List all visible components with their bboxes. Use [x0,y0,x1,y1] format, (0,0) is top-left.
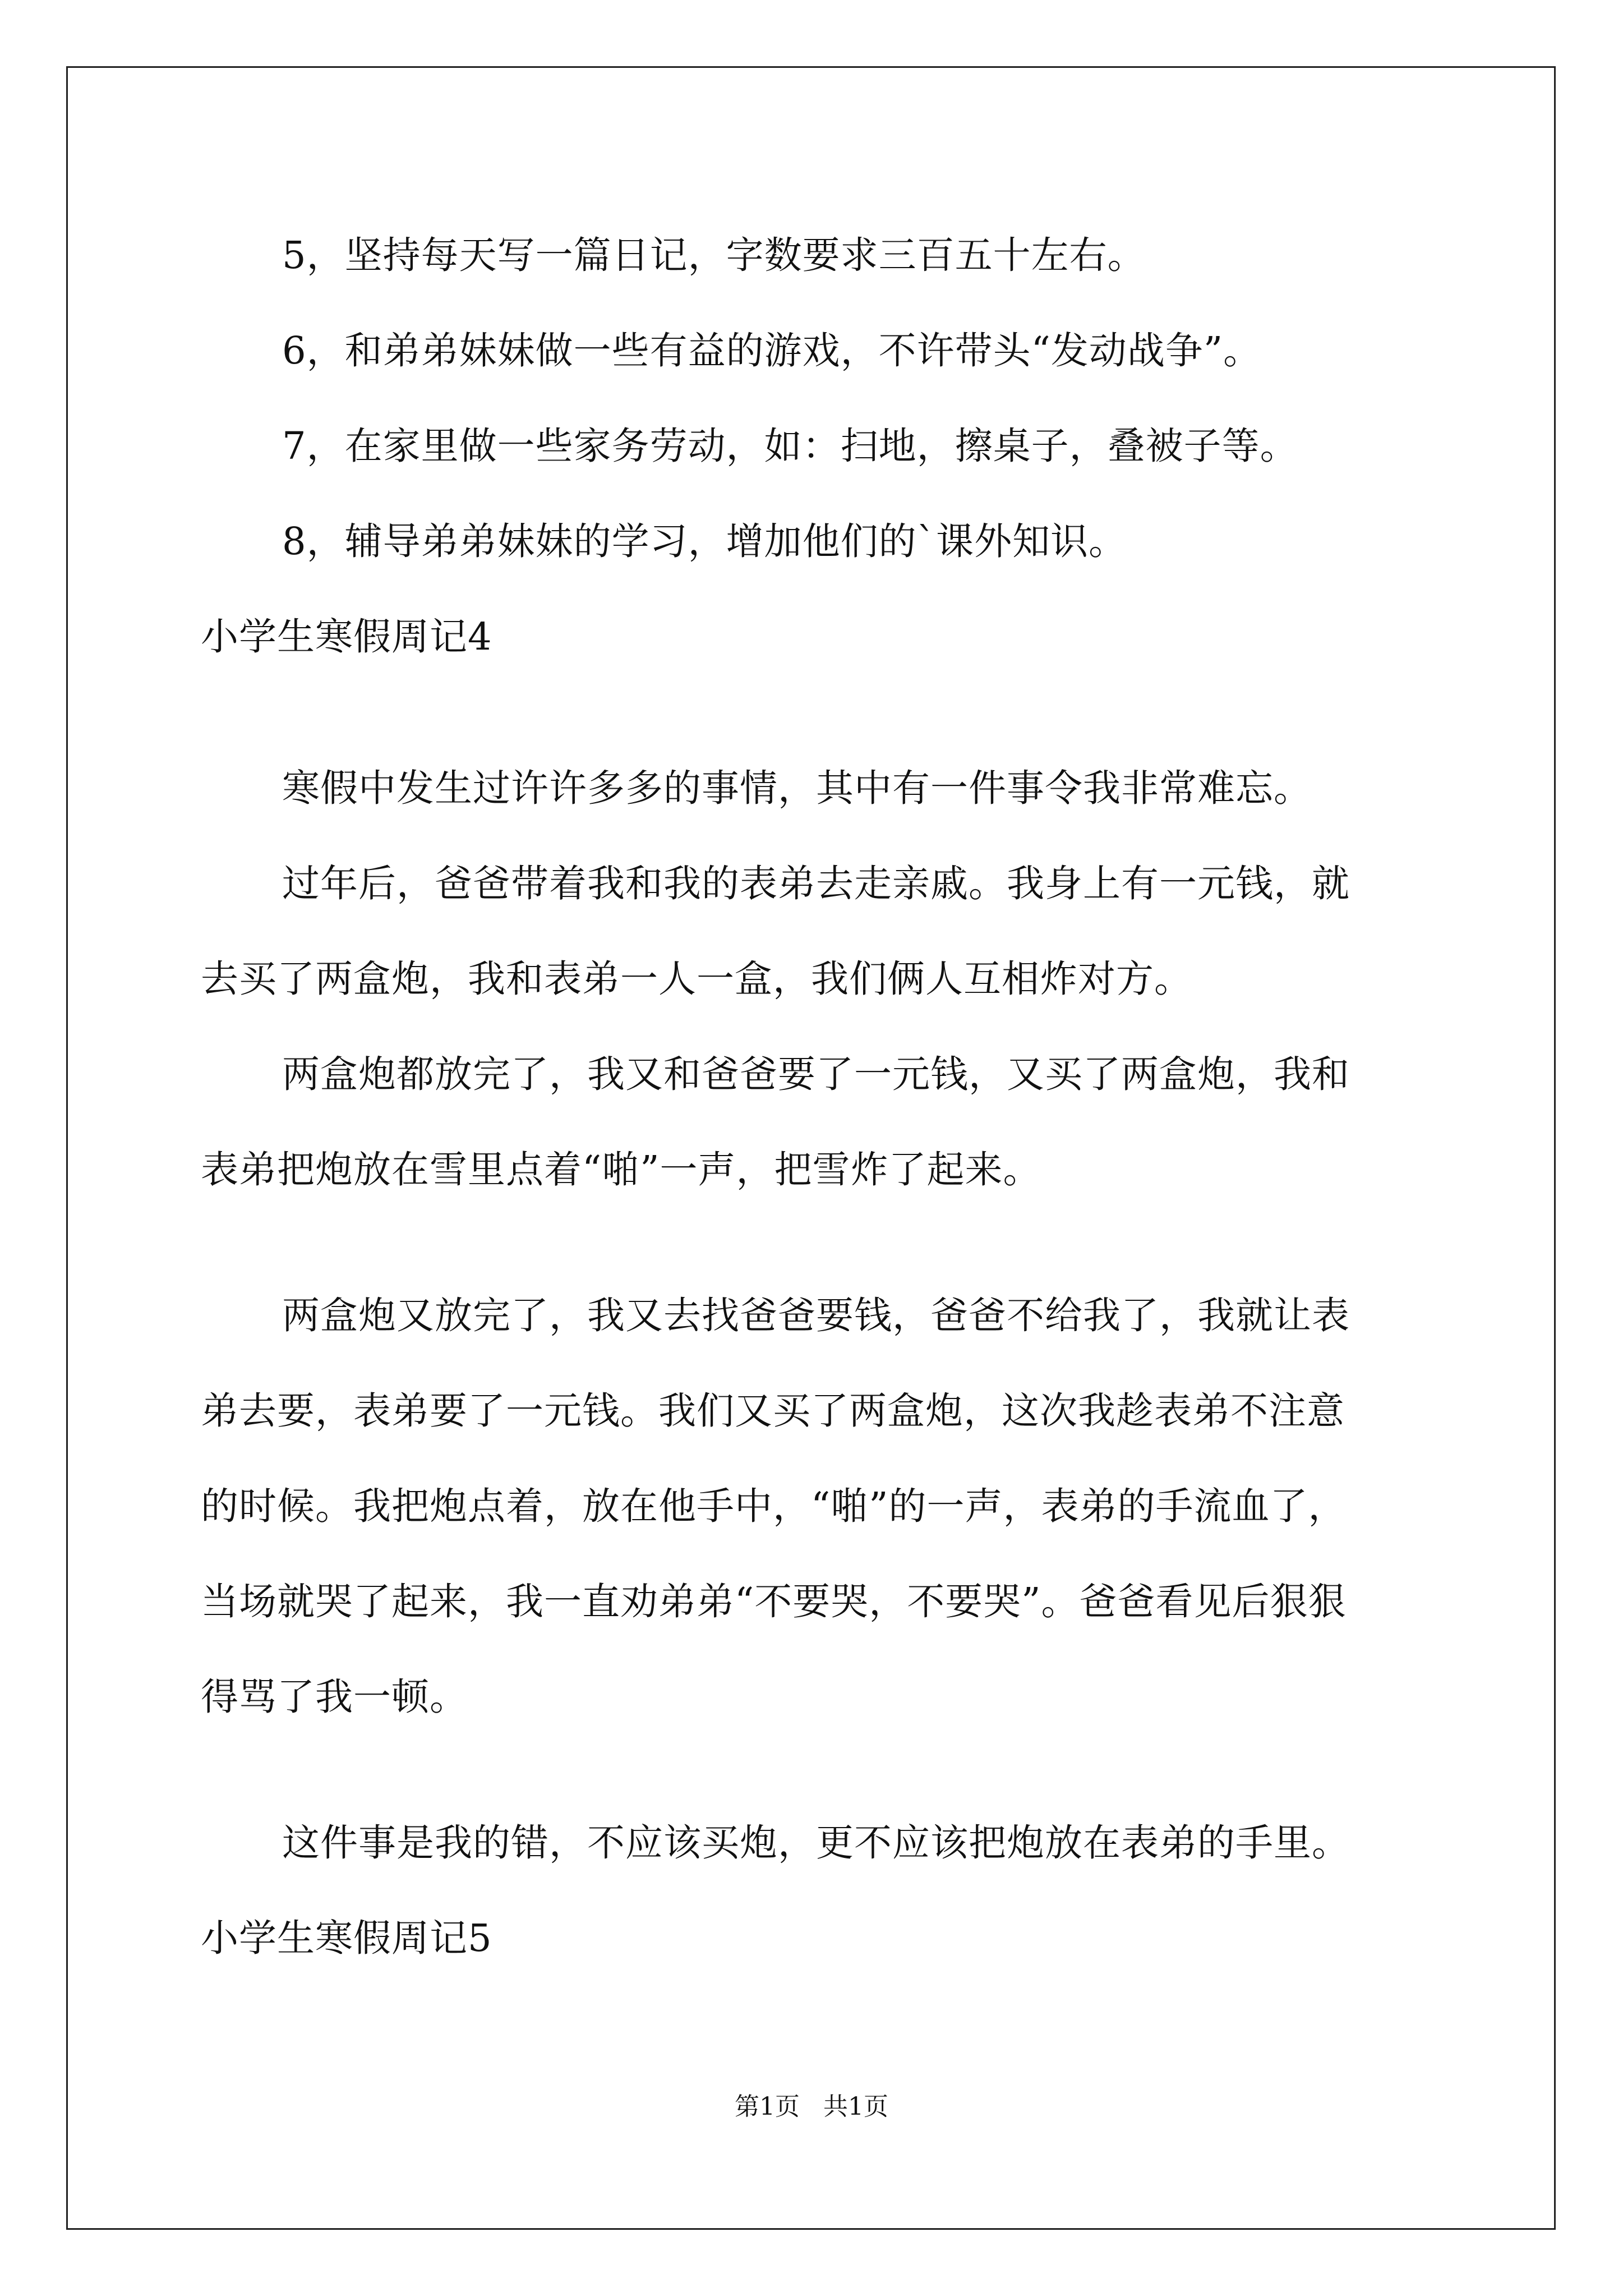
paragraph-line: 当场就哭了起来，我一直劝弟弟“不要哭，不要哭”。爸爸看见后狠狠 [201,1580,1347,1623]
paragraph-line: 过年后，爸爸带着我和我的表弟去走亲戚。我身上有一元钱，就 [282,862,1350,905]
paragraph-line: 寒假中发生过许许多多的事情，其中有一件事令我非常难忘。 [282,766,1312,810]
paragraph-line: 两盒炮都放完了，我又和爸爸要了一元钱，又买了两盒炮，我和 [282,1052,1350,1096]
paragraph-line: 这件事是我的错，不应该买炮，更不应该把炮放在表弟的手里。 [282,1821,1350,1865]
paragraph-line: 的时候。我把炮点着，放在他手中，“啪”的一声，表弟的手流血了， [201,1484,1347,1528]
text-line-item-6: 6，和弟弟妹妹做一些有益的游戏，不许带头“发动战争”。 [282,329,1262,372]
paragraph-line: 两盒炮又放完了，我又去找爸爸要钱，爸爸不给我了，我就让表 [282,1294,1350,1337]
text-line-item-5: 5，坚持每天写一篇日记，字数要求三百五十左右。 [282,233,1146,277]
paragraph-line: 表弟把炮放在雪里点着“啪”一声，把雪炸了起来。 [201,1148,1041,1191]
section-heading-5: 小学生寒假周记5 [201,1916,492,1960]
text-line-item-8: 8，辅导弟弟妹妹的学习，增加他们的`课外知识。 [282,519,1127,563]
text-line-item-7: 7，在家里做一些家务劳动，如：扫地，擦桌子，叠被子等。 [282,424,1298,468]
paragraph-line: 得骂了我一顿。 [201,1675,468,1719]
paragraph-line: 弟去要，表弟要了一元钱。我们又买了两盒炮，这次我趁表弟不注意 [201,1389,1345,1433]
paragraph-line: 去买了两盒炮，我和表弟一人一盒，我们俩人互相炸对方。 [201,957,1192,1001]
section-heading-4: 小学生寒假周记4 [201,615,492,659]
page-footer: 第1页 共1页 [735,2092,888,2121]
